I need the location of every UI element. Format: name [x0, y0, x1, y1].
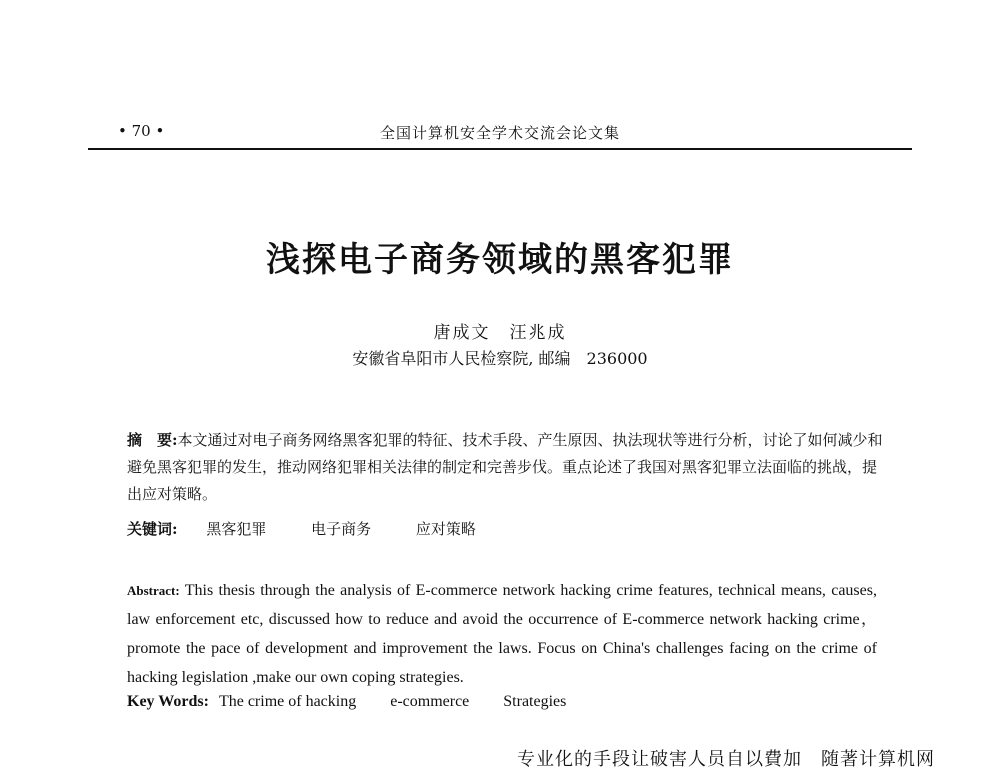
- body-text-cut-line: 专业化的手段让破害人员自以費加 随著计算机网: [517, 749, 935, 770]
- page-number: • 70 •: [118, 122, 165, 140]
- journal-title: 全国计算机安全学术交流会论文集: [379, 124, 620, 142]
- authors: 唐成文 汪兆成: [433, 323, 567, 343]
- chinese-keywords-label: 关键词:: [127, 520, 178, 538]
- chinese-abstract: [127, 427, 887, 508]
- affiliation: 安徽省阜阳市人民检察院, 邮编 236000: [352, 349, 648, 368]
- header-rule: [88, 148, 912, 150]
- chinese-keywords: [127, 518, 887, 539]
- chinese-keyword: 应对策略: [415, 520, 476, 538]
- english-abstract-text: This thesis through the analysis of E-commerce network hacking crime features, technical means, causes, law enforcement etc, discussed how to reduce and avoid the occurrence of E-commerce network hacking crime， promote the pace of development and improvement the laws. Focus on China's challenges facing on the crime of hacking legislation ,make our own coping strategies.: [127, 582, 877, 686]
- chinese-abstract-text: 本文通过对电子商务网络黑客犯罪的特征、技术手段、产生原因、执法现状等进行分析，讨论了如何减少和避免黑客犯罪的发生，推动网络犯罪相关法律的制定和完善步伐。重点论述了我国对黑客犯罪立法面临的挑战，提出应对策略。: [127, 431, 883, 503]
- english-keywords-label: Key Words:: [127, 693, 209, 710]
- english-keyword: Strategies: [503, 693, 567, 710]
- chinese-keyword: 电子商务: [311, 520, 372, 538]
- chinese-keyword: 黑客犯罪: [206, 520, 267, 538]
- english-keywords: [127, 693, 566, 711]
- english-keyword: e-commerce: [390, 693, 470, 710]
- page-header: [88, 118, 912, 148]
- english-abstract-label: Abstract:: [127, 583, 180, 598]
- paper-title: 浅探电子商务领域的黑客犯罪: [266, 240, 734, 280]
- english-abstract: [127, 576, 877, 692]
- chinese-abstract-label: 摘 要:: [127, 431, 178, 449]
- english-keyword: The crime of hacking: [218, 693, 357, 710]
